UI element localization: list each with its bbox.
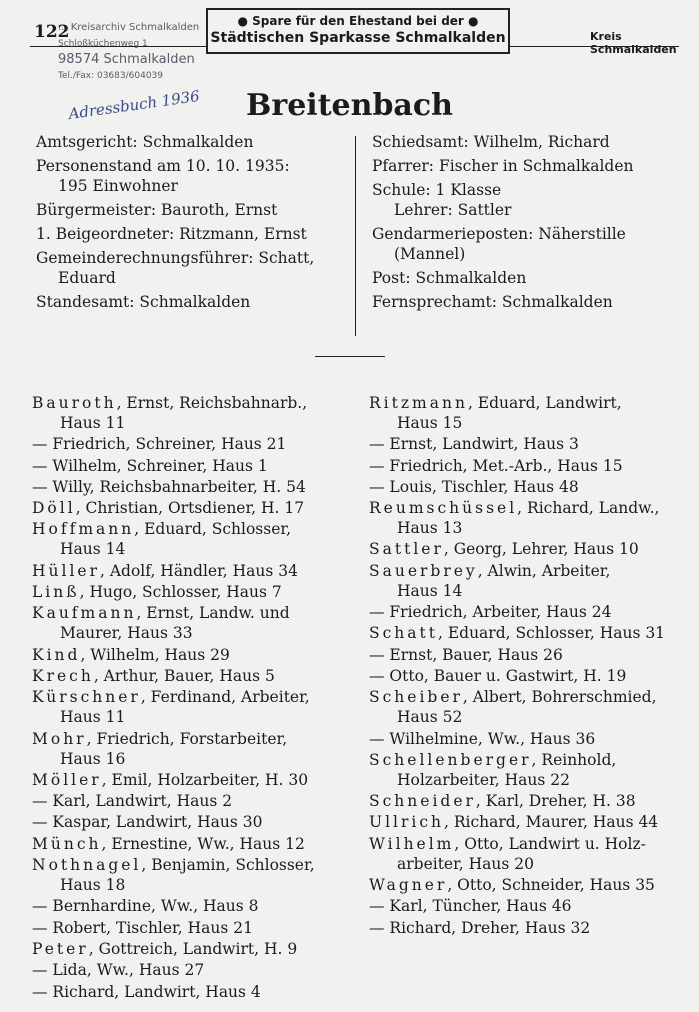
resident-entry [32,939,354,959]
resident-surname: Wilhelm [369,834,455,853]
resident-details: — Wilhelm, Schreiner, Haus 1 [32,456,268,475]
info-entry [36,132,346,152]
info-entry [36,224,346,244]
resident-details: — Willy, Reichsbahnarbeiter, H. 54 [32,477,306,496]
info-text: Bürgermeister: Bauroth, Ernst [36,201,278,219]
resident-line [32,791,354,811]
resident-line [369,498,685,518]
resident-entry [32,896,354,916]
resident-entry [32,791,354,811]
resident-line [32,687,354,707]
resident-entry [369,434,685,454]
resident-details: — Richard, Landwirt, Haus 4 [32,982,261,1001]
resident-entry [32,918,354,938]
stamp-line: 98574 Schmalkalden [58,52,195,67]
resident-entry [369,750,685,790]
page-number: 122 [34,22,70,42]
resident-details: — Friedrich, Met.-Arb., Haus 15 [369,456,623,475]
info-entry [372,132,682,152]
resident-surname: Sattler [369,540,444,559]
resident-line [32,729,354,749]
resident-continuation: Holzarbeiter, Haus 22 [397,770,570,789]
resident-entry [369,393,685,433]
resident-details: — Karl, Tüncher, Haus 46 [369,897,572,916]
resident-entry [369,539,685,559]
resident-entry [32,960,354,980]
resident-details: , Adolf, Händler, Haus 34 [100,561,298,580]
resident-surname: Sauerbrey [369,561,478,580]
resident-details: , Richard, Maurer, Haus 44 [444,813,659,832]
resident-line [32,960,354,980]
resident-surname: Peter [32,939,89,958]
resident-line [369,750,685,770]
resident-line [369,645,685,665]
resident-line [32,561,354,581]
resident-surname: Scheiber [369,688,463,707]
page-title: Breitenbach [246,88,453,123]
resident-entry [32,687,354,727]
resident-line [369,834,685,854]
resident-entry [32,855,354,895]
municipal-info-left [36,132,346,316]
resident-surname: Linß [32,583,80,602]
resident-surname: Reumschüssel [369,499,518,518]
resident-entry [369,602,685,622]
resident-surname: Ritzmann [369,394,468,412]
resident-line [369,896,685,916]
resident-line [32,855,354,875]
resident-details: , Alwin, Arbeiter, [477,561,611,580]
resident-details: — Robert, Tischler, Haus 21 [32,918,253,937]
resident-details: , Ernst, Landw. und [136,604,290,623]
resident-entry [32,434,354,454]
resident-details: — Ernst, Bauer, Haus 26 [369,645,563,664]
residents-column-left [32,393,354,1003]
resident-details: , Karl, Dreher, H. 38 [475,792,636,811]
resident-entry [32,729,354,769]
resident-details: — Friedrich, Schreiner, Haus 21 [32,435,287,454]
resident-details: , Ferdinand, Arbeiter, [140,688,310,707]
resident-entry [32,561,354,581]
resident-line [32,519,354,539]
resident-details: , Georg, Lehrer, Haus 10 [443,540,639,559]
resident-details: — Kaspar, Landwirt, Haus 30 [32,813,263,832]
resident-line [32,812,354,832]
resident-details: — Karl, Landwirt, Haus 2 [32,792,233,811]
resident-line [32,477,354,497]
resident-details: — Otto, Bauer u. Gastwirt, H. 19 [369,666,627,685]
resident-entry [369,623,685,643]
resident-line [369,666,685,686]
resident-details: , Richard, Landw., [517,499,660,518]
resident-surname: Schatt [369,624,438,643]
resident-continuation: Haus 18 [60,876,126,895]
resident-details: , Eduard, Schlosser, Haus 31 [437,624,666,643]
resident-surname: Nothnagel [32,856,142,875]
info-continuation: (Mannel) [394,245,466,263]
resident-continuation: Haus 11 [60,414,126,432]
info-text: Amtsgericht: Schmalkalden [36,133,254,151]
resident-details: , Benjamin, Schlosser, [141,856,315,875]
resident-continuation: Haus 15 [397,414,463,432]
resident-entry [32,519,354,559]
resident-continuation: Haus 14 [397,581,463,600]
resident-line [32,498,354,518]
resident-entry [369,477,685,497]
resident-details: — Richard, Dreher, Haus 32 [369,918,591,937]
resident-details: , Reinhold, [531,750,617,769]
resident-surname: Münch [32,834,102,853]
resident-surname: Krech [32,666,94,685]
resident-continuation: Haus 16 [60,749,126,768]
sparkasse-advertisement [206,8,510,54]
resident-details: , Ernst, Reichsbahnarb., [116,394,308,412]
ad-line-2: Städtischen Sparkasse Schmalkalden [210,30,506,46]
resident-line [32,896,354,916]
info-entry [36,292,346,312]
resident-details: , Emil, Holzarbeiter, H. 30 [101,770,309,789]
resident-entry [369,666,685,686]
info-entry [36,200,346,220]
resident-line [369,602,685,622]
info-text: Post: Schmalkalden [372,269,527,287]
resident-entry [32,645,354,665]
resident-surname: Bauroth [32,394,117,412]
info-text: 1. Beigeordneter: Ritzmann, Ernst [36,225,307,243]
info-entry [372,268,682,288]
resident-continuation: Haus 14 [60,540,126,559]
resident-line [369,623,685,643]
resident-entry [369,498,685,538]
resident-line [369,791,685,811]
resident-continuation: Haus 52 [397,708,463,727]
info-entry [372,180,682,220]
resident-details: , Albert, Bohrerschmied, [462,688,657,707]
resident-line [32,770,354,790]
info-text: Gemeinderechnungsführer: Schatt, [36,249,315,267]
resident-details: , Otto, Landwirt u. Holz- [454,834,646,853]
info-entry [36,156,346,196]
resident-entry [369,687,685,727]
resident-line [32,918,354,938]
column-divider [355,136,356,336]
resident-line [369,539,685,559]
resident-entry [369,896,685,916]
resident-entry [32,666,354,686]
ad-line-1: ● Spare für den Ehestand bei der ● [237,14,479,28]
info-text: Schule: 1 Klasse [372,181,502,199]
resident-line [32,393,354,413]
resident-line [369,561,685,581]
info-entry [36,248,346,288]
resident-entry [369,918,685,938]
resident-entry [369,456,685,476]
resident-details: , Eduard, Landwirt, [467,394,622,412]
resident-line [369,393,685,413]
resident-line [32,582,354,602]
resident-entry [32,603,354,643]
resident-entry [369,834,685,874]
resident-entry [32,456,354,476]
resident-details: — Friedrich, Arbeiter, Haus 24 [369,603,612,622]
resident-surname: Hüller [32,561,100,580]
info-text: Standesamt: Schmalkalden [36,293,251,311]
resident-surname: Kürschner [32,688,141,707]
resident-details: , Otto, Schneider, Haus 35 [447,876,655,895]
resident-continuation: Maurer, Haus 33 [60,624,193,643]
resident-entry [32,498,354,518]
resident-line [369,456,685,476]
info-continuation: 195 Einwohner [58,177,178,195]
resident-entry [369,875,685,895]
resident-continuation: arbeiter, Haus 20 [397,854,535,873]
stamp-line: ... Kreisarchiv Schmalkalden [58,22,200,33]
resident-surname: Möller [32,770,102,789]
resident-line [369,687,685,707]
resident-line [32,666,354,686]
resident-surname: Schellenberger [369,750,532,769]
info-entry [372,224,682,264]
resident-surname: Kaufmann [32,604,137,623]
resident-details: , Ernestine, Ww., Haus 12 [101,834,305,853]
resident-line [369,875,685,895]
resident-continuation: Haus 13 [397,519,463,538]
resident-entry [32,582,354,602]
resident-surname: Wagner [369,876,448,895]
section-divider [315,356,385,357]
info-text: Fernsprechamt: Schmalkalden [372,293,613,311]
resident-details: , Friedrich, Forstarbeiter, [86,729,288,748]
resident-line [369,812,685,832]
resident-line [32,939,354,959]
info-text: Personenstand am 10. 10. 1935: [36,157,290,175]
resident-details: — Lida, Ww., Haus 27 [32,961,205,980]
info-text: Gendarmerieposten: Näherstille [372,225,626,243]
resident-continuation: Haus 11 [60,708,126,727]
resident-line [32,603,354,623]
info-entry [372,156,682,176]
resident-surname: Hoffmann [32,520,135,539]
resident-line [32,645,354,665]
stamp-line: Tel./Fax: 03683/604039 [58,71,164,81]
resident-entry [32,982,354,1002]
resident-entry [32,834,354,854]
resident-line [369,434,685,454]
resident-details: — Louis, Tischler, Haus 48 [369,477,579,496]
running-header: Kreis Schmalkalden [590,30,677,56]
handwritten-note: Adressbuch 1936 [67,86,201,124]
resident-entry [32,812,354,832]
resident-entry [369,791,685,811]
info-entry [372,292,682,312]
resident-entry [369,561,685,601]
resident-entry [369,645,685,665]
stamp-line: Schloßküchenweg 1 [58,39,148,49]
resident-line [369,477,685,497]
info-text: Pfarrer: Fischer in Schmalkalden [372,157,634,175]
resident-line [32,456,354,476]
resident-entry [32,770,354,790]
resident-details: — Wilhelmine, Ww., Haus 36 [369,729,596,748]
resident-entry [369,812,685,832]
info-continuation: Lehrer: Sattler [394,201,512,219]
resident-line [32,434,354,454]
resident-details: , Arthur, Bauer, Haus 5 [93,666,275,685]
resident-surname: Schneider [369,792,476,811]
resident-entry [32,393,354,433]
resident-details: , Wilhelm, Haus 29 [80,645,230,664]
resident-entry [32,477,354,497]
info-text: Schiedsamt: Wilhelm, Richard [372,133,610,151]
resident-details: , Gottreich, Landwirt, H. 9 [88,939,298,958]
residents-column-right [369,393,685,939]
resident-surname: Mohr [32,729,87,748]
resident-details: — Bernhardine, Ww., Haus 8 [32,897,259,916]
municipal-info-right [372,132,682,316]
resident-details: , Eduard, Schlosser, [134,520,292,539]
archive-stamp [58,20,199,84]
resident-line [32,982,354,1002]
info-continuation: Eduard [58,269,116,287]
resident-entry [369,729,685,749]
resident-line [369,729,685,749]
resident-details: — Ernst, Landwirt, Haus 3 [369,435,579,454]
resident-details: , Hugo, Schlosser, Haus 7 [79,583,282,602]
resident-line [32,834,354,854]
resident-line [369,918,685,938]
resident-surname: Ullrich [369,813,445,832]
resident-details: , Christian, Ortsdiener, H. 17 [75,499,305,518]
resident-surname: Kind [32,645,81,664]
resident-surname: Döll [32,499,76,518]
